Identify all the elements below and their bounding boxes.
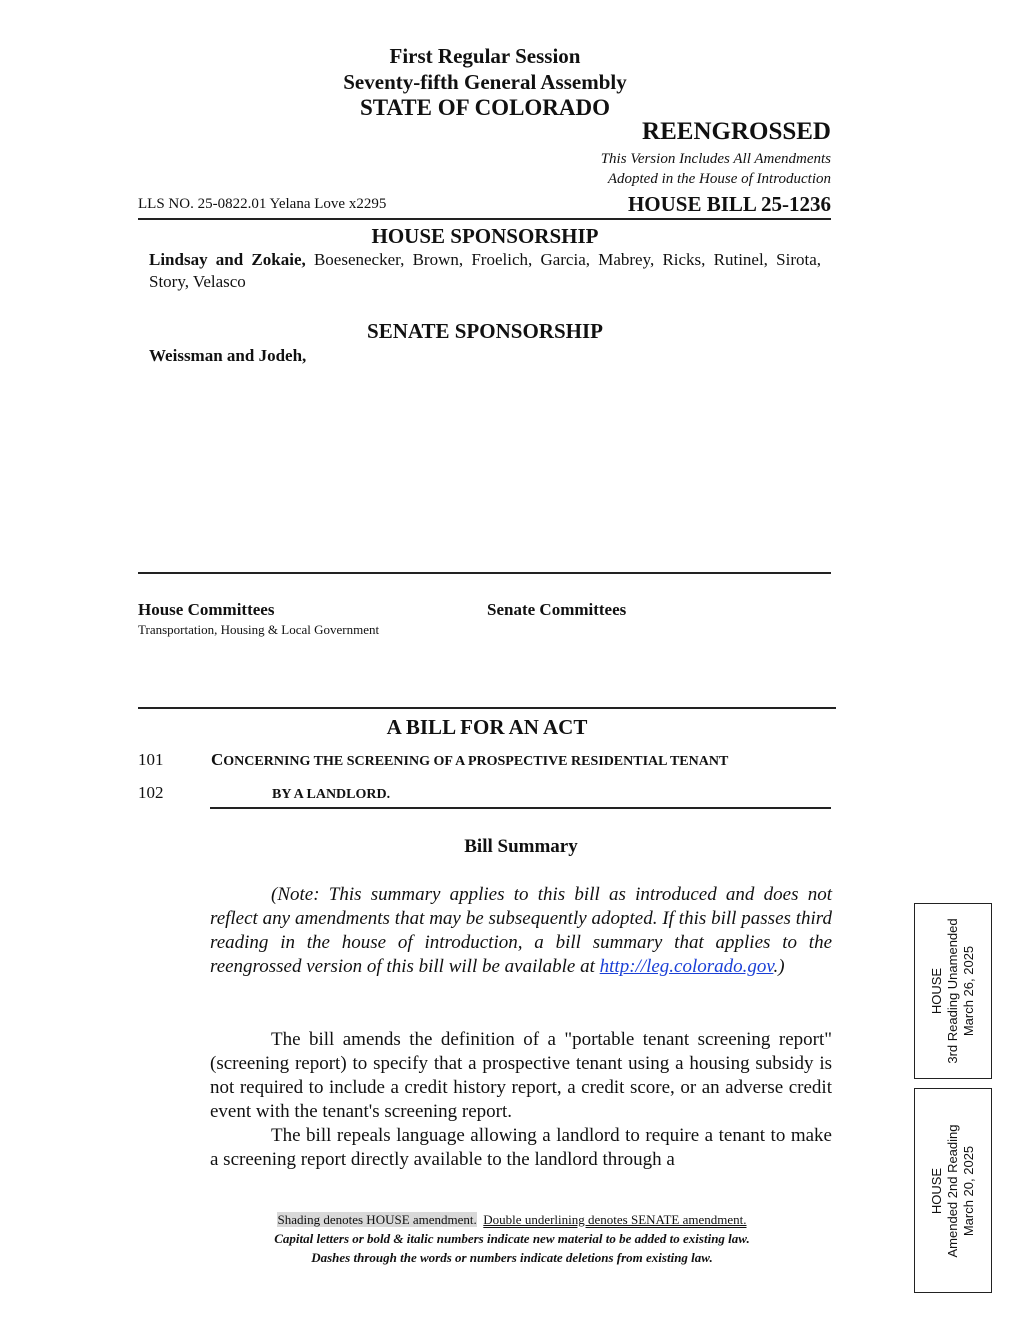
version-label: REENGROSSED: [642, 118, 831, 145]
house-sponsors: [149, 249, 821, 293]
assembly-title: Seventy-fifth General Assembly: [343, 70, 627, 94]
summary-paragraph-1: [210, 1028, 832, 1124]
senate-amendment-legend: Double underlining denotes SENATE amendment.: [483, 1212, 747, 1227]
footer-legend: [0, 1210, 1024, 1267]
summary-paragraph-2: [210, 1124, 832, 1172]
summary-paragraph-1-text: The bill amends the definition of a "portable tenant screening report" (screening report) to specify that a prospective tenant using a housing subsidy is not required to include a credit history report, a credit score, or an adverse credit event with the tenant's screening report.: [210, 1029, 832, 1122]
stamp-action: Amended 2nd Reading: [945, 1124, 960, 1257]
state-title: STATE OF COLORADO: [359, 95, 611, 120]
house-committees-heading: House Committees: [138, 600, 275, 619]
senate-sponsors: Weissman and Jodeh,: [149, 346, 307, 365]
version-note-1: This Version Includes All Amendments: [600, 151, 831, 167]
senate-committees-heading: Senate Committees: [487, 600, 627, 619]
stamp-date: March 20, 2025: [961, 1145, 976, 1236]
session-title: First Regular Session: [389, 44, 581, 68]
summary-note-end: .): [773, 956, 785, 977]
dashes-legend: Dashes through the words or numbers indicate deletions from existing law.: [311, 1250, 713, 1265]
committees-rule: [138, 572, 831, 574]
title-rule: [210, 807, 831, 809]
header-rule: [138, 218, 831, 220]
house-committee-item: Transportation, Housing & Local Government: [138, 622, 380, 637]
summary-heading: Bill Summary: [464, 836, 578, 857]
house-cosponsors: Boesenecker, Brown, Froelich, Garcia, Mabrey, Ricks, Rutinel, Sirota, Story, Velasco: [149, 250, 822, 291]
stamp-chamber: HOUSE: [929, 967, 944, 1015]
house-prime-sponsors: Lindsay and Zokaie,: [149, 250, 306, 269]
bill-number: HOUSE BILL 25-1236: [627, 192, 831, 216]
stamp-action: 3rd Reading Unamended: [945, 918, 960, 1064]
act-rule: [138, 707, 836, 709]
stamp-date: March 26, 2025: [961, 945, 976, 1037]
senate-sponsorship-heading: SENATE SPONSORSHIP: [367, 319, 603, 343]
third-reading-stamp: [914, 903, 992, 1079]
stamp-chamber: HOUSE: [929, 1167, 944, 1214]
act-heading: A BILL FOR AN ACT: [386, 715, 588, 739]
act-title-dropcap: C: [211, 750, 224, 769]
house-sponsorship-heading: HOUSE SPONSORSHIP: [371, 224, 599, 248]
leg-colorado-link[interactable]: http://leg.colorado.gov: [599, 956, 774, 977]
line-number-102: 102: [138, 783, 164, 802]
act-title-line-1: [211, 750, 836, 770]
capitals-legend: Capital letters or bold & italic numbers indicate new material to be added to existing law.: [274, 1231, 750, 1246]
lls-number: LLS NO. 25-0822.01 Yelana Love x2295: [138, 196, 387, 212]
summary-paragraph-2-text: The bill repeals language allowing a landlord to require a tenant to make a screening report directly available to the landlord through a: [210, 1125, 832, 1170]
second-reading-stamp: [914, 1088, 992, 1293]
summary-note-text: (Note: This summary applies to this bill as introduced and does not reflect any amendments that may be subsequently adopted. If this bill passes third reading in the house of introduction, a bill summary that applies to the reengrossed version of this bill will be available at: [210, 884, 832, 977]
summary-note: [210, 883, 832, 979]
version-note-2: Adopted in the House of Introduction: [607, 171, 831, 187]
act-title-text-1: ONCERNING THE SCREENING OF A PROSPECTIVE RESIDENTIAL TENANT: [223, 754, 729, 769]
line-number-101: 101: [138, 750, 164, 769]
house-amendment-legend: Shading denotes HOUSE amendment.: [277, 1212, 477, 1227]
act-title-text-2: BY A LANDLORD.: [272, 787, 391, 802]
